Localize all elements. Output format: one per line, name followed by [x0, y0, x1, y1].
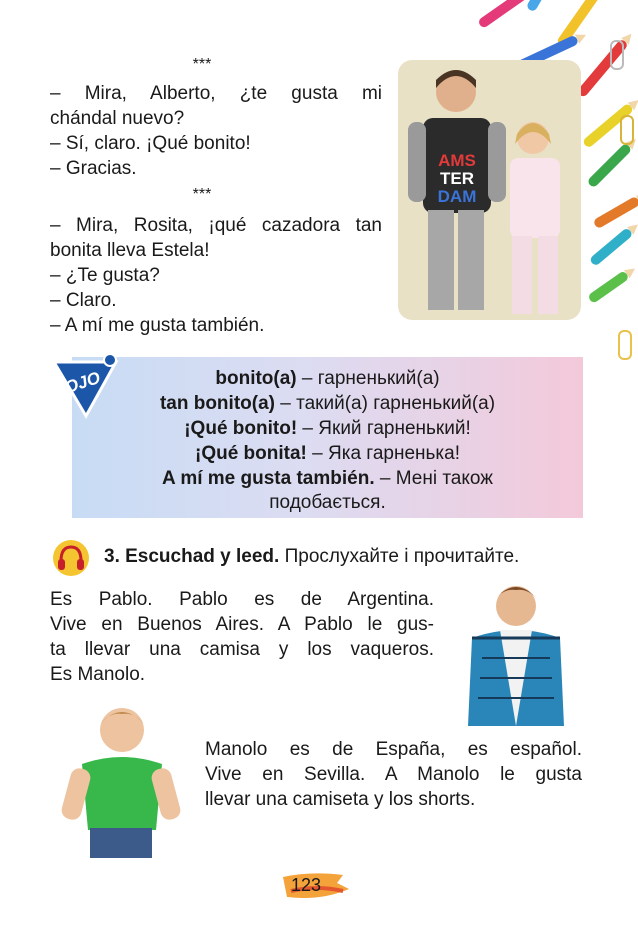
shirt-text: AMS: [438, 151, 476, 170]
dialog-line: – Claro.: [50, 290, 117, 311]
manolo-photo: [52, 700, 187, 858]
shirt-text: TER: [440, 169, 474, 188]
dialog-line: bonita lleva Estela!: [50, 240, 210, 261]
dialog-line: – Gracias.: [50, 158, 137, 179]
dialog-line: chándal nuevo?: [50, 108, 185, 129]
paragraph-line: llevar una camiseta y los shorts.: [205, 789, 476, 810]
separator-stars: ***: [192, 56, 212, 73]
vocab-row: A mí me gusta también. – Мені також: [162, 468, 493, 489]
page-number-badge: [281, 871, 351, 901]
paragraph-line: Es Pablo. Pablo es de Argentina.: [50, 589, 434, 610]
dialog-line: – Mira, Rosita, ¡qué cazadora tan: [50, 215, 382, 236]
kids-photo: [398, 60, 581, 320]
vocabulary-box: [72, 357, 583, 518]
dialog-line: – Sí, claro. ¡Qué bonito!: [50, 133, 251, 154]
paragraph-line: ta llevar una camisa y los vaqueros.: [50, 639, 434, 660]
paragraph-line: Es Manolo.: [50, 664, 146, 685]
separator-stars: ***: [192, 186, 212, 203]
paragraph-line: Vive en Buenos Aires. A Pablo le gus-: [50, 614, 434, 635]
headphones-icon: [52, 539, 90, 577]
paragraph-line: Manolo es de España, es español.: [205, 739, 582, 760]
vocab-row: bonito(a) – гарненький(а): [215, 368, 440, 389]
page-number: 123: [290, 875, 322, 895]
pablo-photo: [452, 578, 580, 726]
vocab-row: ¡Qué bonita! – Яка гарненька!: [195, 443, 460, 464]
vocab-row: подобається.: [269, 492, 386, 513]
vocab-row: ¡Qué bonito! – Який гарненький!: [184, 418, 471, 439]
dialog-line: – A mí me gusta también.: [50, 315, 265, 336]
vocab-row: tan bonito(a) – такий(а) гарненький(а): [159, 393, 496, 414]
dialog-line: – Mira, Alberto, ¿te gusta mi: [50, 83, 382, 104]
ojo-badge-icon: [50, 352, 120, 422]
svg-text:OJO: OJO: [62, 367, 103, 398]
dialog-line: – ¿Te gusta?: [50, 265, 160, 286]
exercise-title: 3. Escuchad y leed. Прослухайте і прочитайте.: [104, 546, 520, 567]
paragraph-line: Vive en Sevilla. A Manolo le gusta: [205, 764, 582, 785]
shirt-text: DAM: [437, 187, 477, 206]
